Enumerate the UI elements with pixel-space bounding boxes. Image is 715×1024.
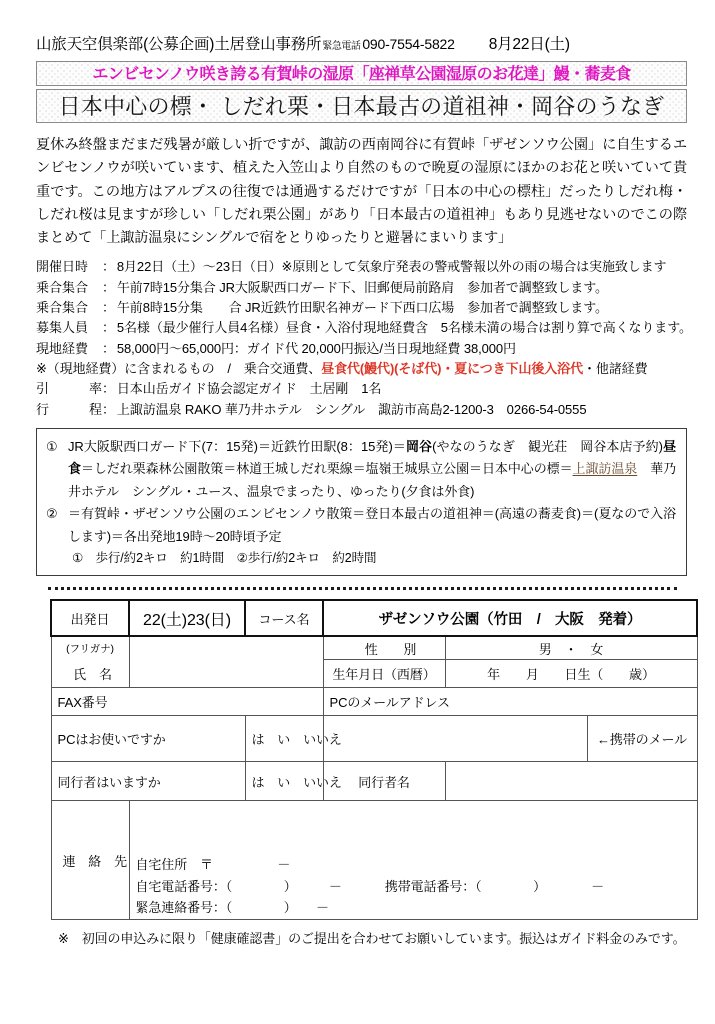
gender-options[interactable]: 男 ・ 女 (445, 636, 697, 660)
organization-name: 山旅天空倶楽部(公募企画)土居登山事務所 (36, 36, 322, 53)
expense-note-suffix: ・他諸経費 (582, 360, 648, 376)
emergency-phone-number: 090-7554-5822 (362, 36, 455, 52)
contact-label: 連 絡 先 (51, 801, 129, 920)
email-label: PCのメールアドレス (323, 688, 697, 716)
name-label: 氏 名 (51, 660, 129, 688)
detail-separator: ： (102, 279, 115, 295)
detail-row-meetup-osaka (36, 278, 687, 298)
itinerary-seg-2: (やなのうなぎ 観光荘 岡谷本店予約) (432, 438, 663, 454)
detail-label: 現地経費 (36, 340, 89, 356)
emergency-phone-label: 緊急電話 (322, 41, 361, 52)
itinerary-seg-lunch: 昼食 (68, 438, 676, 477)
header-date: 8月22日(土) (488, 36, 570, 53)
table-row (51, 636, 697, 660)
contact-details-cell[interactable] (129, 801, 697, 920)
route-label-char-2: 程 (88, 401, 102, 417)
departure-date-value[interactable]: 22(土)23(日) (129, 600, 245, 636)
furigana-label: (フリガナ) (51, 636, 129, 660)
companion-answer-options[interactable]: は い いいえ (245, 762, 323, 801)
table-row (51, 600, 697, 636)
table-row (51, 688, 697, 716)
name-input-cell[interactable] (129, 636, 323, 688)
detail-row-route (36, 400, 687, 420)
table-row (51, 762, 697, 801)
itinerary-text: ＝有賀峠・ザゼンソウ公園のエンビセンノウ散策＝登日本最古の道祖神＝(高遠の蕎麦食)＝(夏なので入浴します)＝各出発地19時～20時頃予定 (68, 506, 676, 544)
mobile-phone-label: 携帯電話番号：（ ） － (384, 879, 605, 895)
home-phone-label: 自宅電話番号：（ ） － (135, 879, 342, 895)
tear-off-separator (48, 587, 677, 590)
detail-label: 乗合集合 (36, 279, 89, 295)
emergency-contact-label: 緊急連絡番号：（ ） － (135, 900, 329, 916)
detail-label: 乗合集合 (36, 300, 89, 316)
detail-separator: ： (102, 259, 115, 275)
pc-answer-options[interactable]: は い いいえ (245, 716, 323, 762)
detail-separator: ： (102, 320, 115, 336)
detail-row-date (36, 257, 687, 277)
course-name-value[interactable]: ザゼンソウ公園（竹田 / 大阪 発着） (323, 600, 697, 636)
details-list (36, 257, 692, 419)
title-banner: 日本中心の標・ しだれ栗・日本最古の道祖神・岡谷のうなぎ (36, 89, 687, 123)
detail-row-meetup-takeda (36, 298, 687, 318)
document-header (36, 32, 687, 54)
detail-value: 5名様（最少催行人員4名様）昼食・入浴付現地経費含 5名様未満の場合は割り算で高くなります。 (116, 320, 692, 336)
itinerary-item-2 (46, 503, 676, 548)
expense-note-prefix: ※（現地経費）に含まれるもの / 乗合交通費、 (36, 360, 322, 376)
birthdate-fields[interactable]: 年 月 日生（ 歳） (445, 660, 697, 688)
detail-separator: ： (102, 401, 115, 417)
subtitle-banner: エンビセンノウ咲き誇る有賀峠の湿原「座禅草公園湿原のお花達」鰻・蕎麦食 (36, 61, 687, 86)
route-label-char-1: 行 (36, 401, 50, 417)
detail-value: 午前7時15分集合 JR大阪駅西口ガード下、旧郵便局前路肩 参加者で調整致します。 (116, 279, 608, 295)
expense-note-highlight: 昼食代(鰻代)(そば代)・夏につき下山後入浴代 (321, 360, 583, 376)
route-label (36, 400, 102, 420)
application-form-table (50, 599, 698, 920)
detail-separator: ： (102, 340, 115, 356)
application-form (36, 599, 687, 920)
pc-email-input-cell[interactable] (323, 716, 587, 762)
itinerary-walking-info: ① 歩行/約2キロ 約1時間 ②歩行/約2キロ 約2時間 (72, 551, 377, 566)
departure-date-label: 出発日 (51, 600, 129, 636)
detail-value: 8月22日（土）～23日（日）※原則として気象庁発表の警戒警報以外の雨の場合は実施致します (116, 259, 667, 275)
itinerary-box (36, 428, 687, 577)
detail-separator: ： (102, 300, 115, 316)
detail-value: 58,000円～65,000円：ガイド代 20,000円振込/当日現地経費 38,000円 (116, 340, 516, 356)
detail-value: 午前8時15分集 合 JR近鉄竹田駅名神ガード下西口広場 参加者で調整致します。 (116, 300, 608, 316)
itinerary-seg-4: 華乃井ホテル シングル・ユース、温泉でまったり、ゆったり(夕食は外食) (68, 461, 676, 499)
itinerary-seg-onsen-link[interactable]: 上諏訪温泉 (572, 461, 638, 477)
footnote: ※ 初回の申込みに限り「健康確認書」のご提出を合わせてお願いしています。振込はガイド料金のみです。 (58, 931, 686, 947)
route-value: 上諏訪温泉 RAKO 華乃井ホテル シングル 諏訪市高島2-1200-3 0266-54-0555 (116, 401, 587, 417)
detail-row-guide (36, 379, 687, 399)
table-row (51, 801, 697, 920)
guide-label-char-2: 率 (88, 381, 102, 397)
pc-question-label: PCはお使いですか (51, 716, 245, 762)
guide-label-char-1: 引 (36, 381, 50, 397)
intro-paragraph: 夏休み終盤まだまだ残暑が厳しい折ですが、諏訪の西南岡谷に有賀峠「ザゼンソウ公園」に自生するエンビセンノウが咲いています、植えた入笠山より自然のもので晩夏の湿原にほかのお花と咲いていて貴重です。この地方はアルプスの往復では通過するだけですが「日本の中心の標柱」だったりしだれ梅・しだれ桜は見ますが珍しい「しだれ栗公園」があり「日本最古の道祖神」もあり見逃せないのでこの際まとめて「上諏訪温泉にシングルで宿をとりゆったりと避暑にまいります」 (36, 137, 687, 247)
itinerary-number: ② (46, 506, 58, 522)
detail-row-cost (36, 339, 687, 359)
companion-name-input[interactable] (445, 762, 697, 801)
itinerary-item-1 (46, 436, 676, 504)
detail-separator: ： (102, 381, 115, 397)
guide-label (36, 379, 102, 399)
itinerary-seg-3: ＝しだれ栗森林公園散策＝林道王城しだれ栗線＝塩嶺王城県立公園＝日本中心の標＝ (80, 461, 573, 477)
detail-row-cost-note (36, 359, 687, 379)
itinerary-seg-1: JR大阪駅西口ガード下(7：15発)＝近鉄竹田駅(8：15発)＝ (68, 438, 406, 454)
fax-label: FAX番号 (51, 688, 323, 716)
itinerary-number: ① (46, 438, 58, 454)
detail-row-capacity (36, 318, 692, 338)
itinerary-text (68, 436, 676, 504)
table-row (51, 716, 697, 762)
phone-line (136, 876, 605, 895)
itinerary-seg-okaya: 岡谷 (405, 438, 433, 454)
course-name-label: コース名 (245, 600, 323, 636)
home-address-label: 自宅住所 〒 － (135, 856, 291, 872)
gender-label: 性 別 (323, 636, 445, 660)
companion-name-label: 同行者名 (323, 762, 445, 801)
detail-label: 募集人員 (36, 320, 89, 336)
mobile-mail-note: ←携帯のメール (587, 716, 697, 762)
guide-value: 日本山岳ガイド協会認定ガイド 土居剛 1名 (116, 381, 382, 397)
birthdate-label: 生年月日（西暦） (323, 660, 445, 688)
detail-label: 開催日時 (36, 259, 89, 275)
companion-question-label: 同行者はいますか (51, 762, 245, 801)
